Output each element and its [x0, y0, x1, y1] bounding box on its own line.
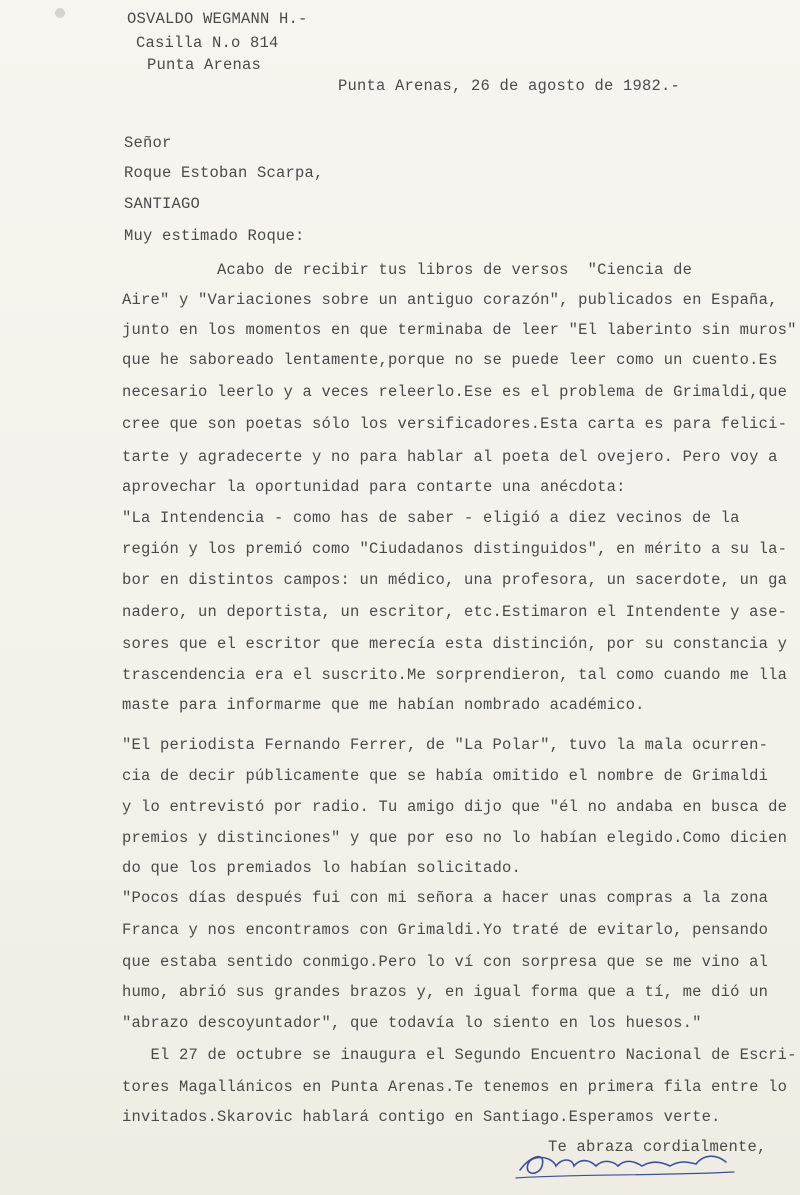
- signature-underline: [516, 1172, 734, 1178]
- signature-stroke: [520, 1156, 726, 1173]
- body-line: tores Magallánicos en Punta Arenas.Te tenemos en primera fila entre lo: [122, 1078, 788, 1096]
- date-line: Punta Arenas, 26 de agosto de 1982.-: [338, 77, 681, 95]
- body-line: y lo entrevistó por radio. Tu amigo dijo que "él no andaba en busca de: [122, 798, 788, 816]
- body-line: "La Intendencia - como has de saber - eligió a diez vecinos de la: [122, 509, 740, 527]
- sender-box: Casilla N.o 814: [136, 34, 279, 52]
- body-line: Aire" y "Variaciones sobre un antiguo corazón", publicados en España,: [122, 291, 778, 309]
- body-line: cree que son poetas sólo los versificadores.Esta carta es para felici-: [122, 415, 788, 433]
- body-line: do que los premiados lo habían solicitado.: [122, 859, 522, 877]
- body-line: "Pocos días después fui con mi señora a hacer unas compras a la zona: [122, 889, 769, 907]
- sender-name: OSVALDO WEGMANN H.-: [127, 10, 308, 28]
- body-line: que he saboreado lentamente,porque no se puede leer como un cuento.Es: [122, 351, 778, 369]
- body-line: "abrazo descoyuntador", que todavía lo siento en los huesos.": [122, 1014, 702, 1032]
- body-line: Acabo de recibir tus libros de versos "Ciencia de: [122, 261, 693, 279]
- recipient-name: Roque Estoban Scarpa,: [124, 164, 324, 182]
- body-line: tarte y agradecerte y no para hablar al poeta del ovejero. Pero voy a: [122, 448, 778, 466]
- body-line: "El periodista Fernando Ferrer, de "La Polar", tuvo la mala ocurren-: [122, 736, 769, 754]
- recipient-city: SANTIAGO: [124, 195, 201, 213]
- body-line: invitados.Skarovic hablará contigo en Santiago.Esperamos verte.: [122, 1108, 721, 1126]
- sender-city: Punta Arenas: [147, 56, 262, 74]
- body-line: El 27 de octubre se inaugura el Segundo Encuentro Nacional de Escri-: [122, 1046, 797, 1064]
- body-line: premios y distinciones" y que por eso no lo habían elegido.Como dicien: [122, 829, 788, 847]
- body-line: cia de decir públicamente que se había omitido el nombre de Grimaldi: [122, 767, 769, 785]
- punch-hole-mark: [55, 8, 65, 18]
- body-line: trascendencia era el suscrito.Me sorprendieron, tal como cuando me lla: [122, 666, 788, 684]
- body-line: nadero, un deportista, un escritor, etc.Estimaron el Intendente y ase-: [122, 603, 788, 621]
- recipient-salutation: Señor: [124, 134, 172, 152]
- body-line: bor en distintos campos: un médico, una profesora, un sacerdote, un ga: [122, 571, 788, 589]
- body-line: maste para informarme que me habían nombrado académico.: [122, 696, 645, 714]
- body-line: sores que el escritor que merecía esta distinción, por su constancia y: [122, 635, 788, 653]
- body-line: junto en los momentos en que terminaba de leer "El laberinto sin muros": [122, 321, 797, 339]
- body-line: región y los premió como "Ciudadanos distinguidos", en mérito a su la-: [122, 540, 788, 558]
- handwritten-signature: [512, 1132, 742, 1182]
- body-line: humo, abrió sus grandes brazos y, en igual forma que a tí, me dió un: [122, 983, 769, 1001]
- greeting: Muy estimado Roque:: [124, 227, 305, 245]
- closing-line: Te abraza cordialmente,: [548, 1138, 767, 1156]
- body-line: aprovechar la oportunidad para contarte una anécdota:: [122, 478, 626, 496]
- body-line: necesario leerlo y a veces releerlo.Ese es el problema de Grimaldi,que: [122, 383, 788, 401]
- body-line: Franca y nos encontramos con Grimaldi.Yo traté de evitarlo, pensando: [122, 921, 769, 939]
- body-line: que estaba sentido conmigo.Pero lo ví con sorpresa que se me vino al: [122, 953, 769, 971]
